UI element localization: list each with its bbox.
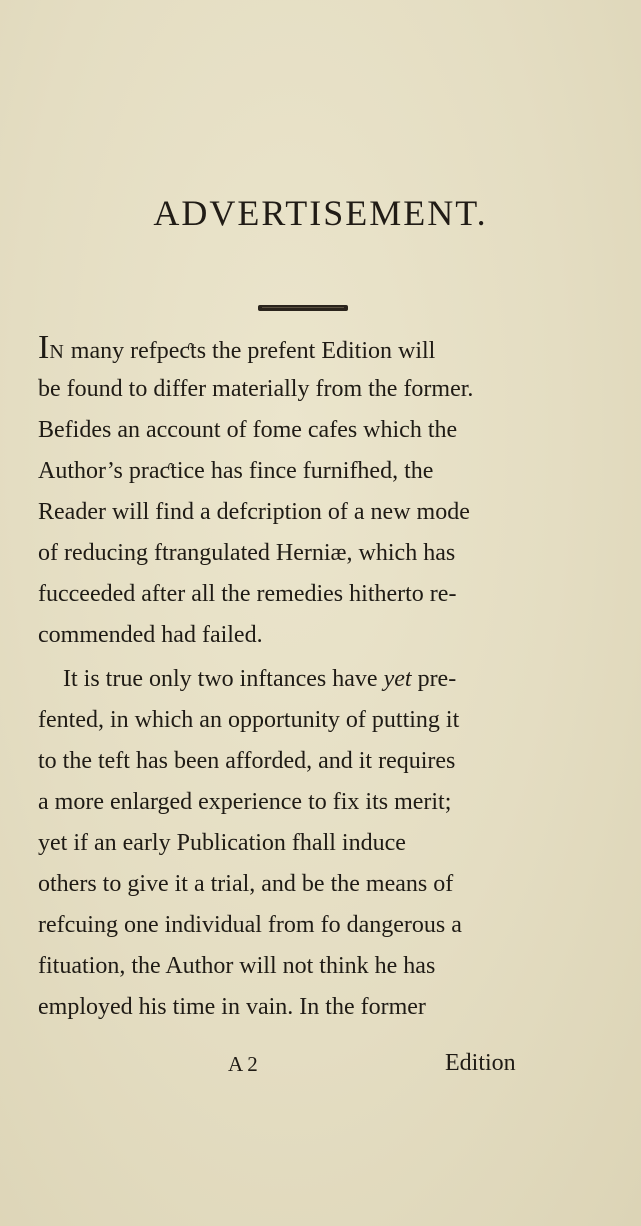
line-text: Befides an account of fome cafes which the xyxy=(38,417,458,443)
text-line xyxy=(38,946,435,986)
catchword: Edition xyxy=(445,1050,516,1076)
text-line xyxy=(38,492,470,532)
line-text: employed his time in vain. In the former xyxy=(38,994,426,1020)
line-text: pre- xyxy=(417,666,457,692)
italic-word: yet xyxy=(383,666,412,692)
line-text: yet if an early Publication fhall induce xyxy=(38,830,406,856)
text-line xyxy=(38,451,433,491)
text-line xyxy=(38,741,455,781)
line-text: fented, in which an opportunity of putting it xyxy=(38,707,460,733)
text-line xyxy=(38,782,451,822)
text-line xyxy=(38,410,457,450)
line-text: of reducing ftrangulated Herniæ, which has xyxy=(38,540,456,566)
text-line xyxy=(38,864,453,904)
line-text: commended had failed. xyxy=(38,622,263,648)
page-heading: ADVERTISEMENT. xyxy=(153,193,488,233)
line-text: to the teft has been afforded, and it requires xyxy=(38,748,456,774)
signature-mark: A 2 xyxy=(228,1052,258,1076)
text-line xyxy=(38,369,473,409)
text-line xyxy=(38,823,406,863)
text-line xyxy=(63,659,456,699)
text-line xyxy=(38,905,462,945)
line-text: be found to differ materially from the former. xyxy=(38,376,474,402)
line-text: Reader will find a defcription of a new mode xyxy=(38,499,470,525)
line-text: others to give it a trial, and be the means of xyxy=(38,871,454,897)
line-text: fituation, the Author will not think he has xyxy=(38,953,436,979)
text-line xyxy=(38,615,263,655)
initial-letter: I xyxy=(38,329,50,366)
line-text: fucceeded after all the remedies hitherto re- xyxy=(38,581,457,607)
line-text: Author’s praƈtice has fince furnifhed, the xyxy=(38,458,434,484)
text-line xyxy=(38,328,435,368)
line-text: refcuing one individual from fo dangerous a xyxy=(38,912,462,938)
text-line xyxy=(38,700,459,740)
line-text: a more enlarged experience to fix its merit; xyxy=(38,789,452,815)
initial-word-rest: N xyxy=(49,341,65,363)
line-text: It is true only two inftances have xyxy=(63,666,378,692)
ornamental-rule xyxy=(258,305,348,311)
line-text: many refpeƈts the prefent Edition will xyxy=(70,338,436,364)
text-line xyxy=(38,574,456,614)
text-line xyxy=(38,533,455,573)
text-line xyxy=(38,987,426,1027)
